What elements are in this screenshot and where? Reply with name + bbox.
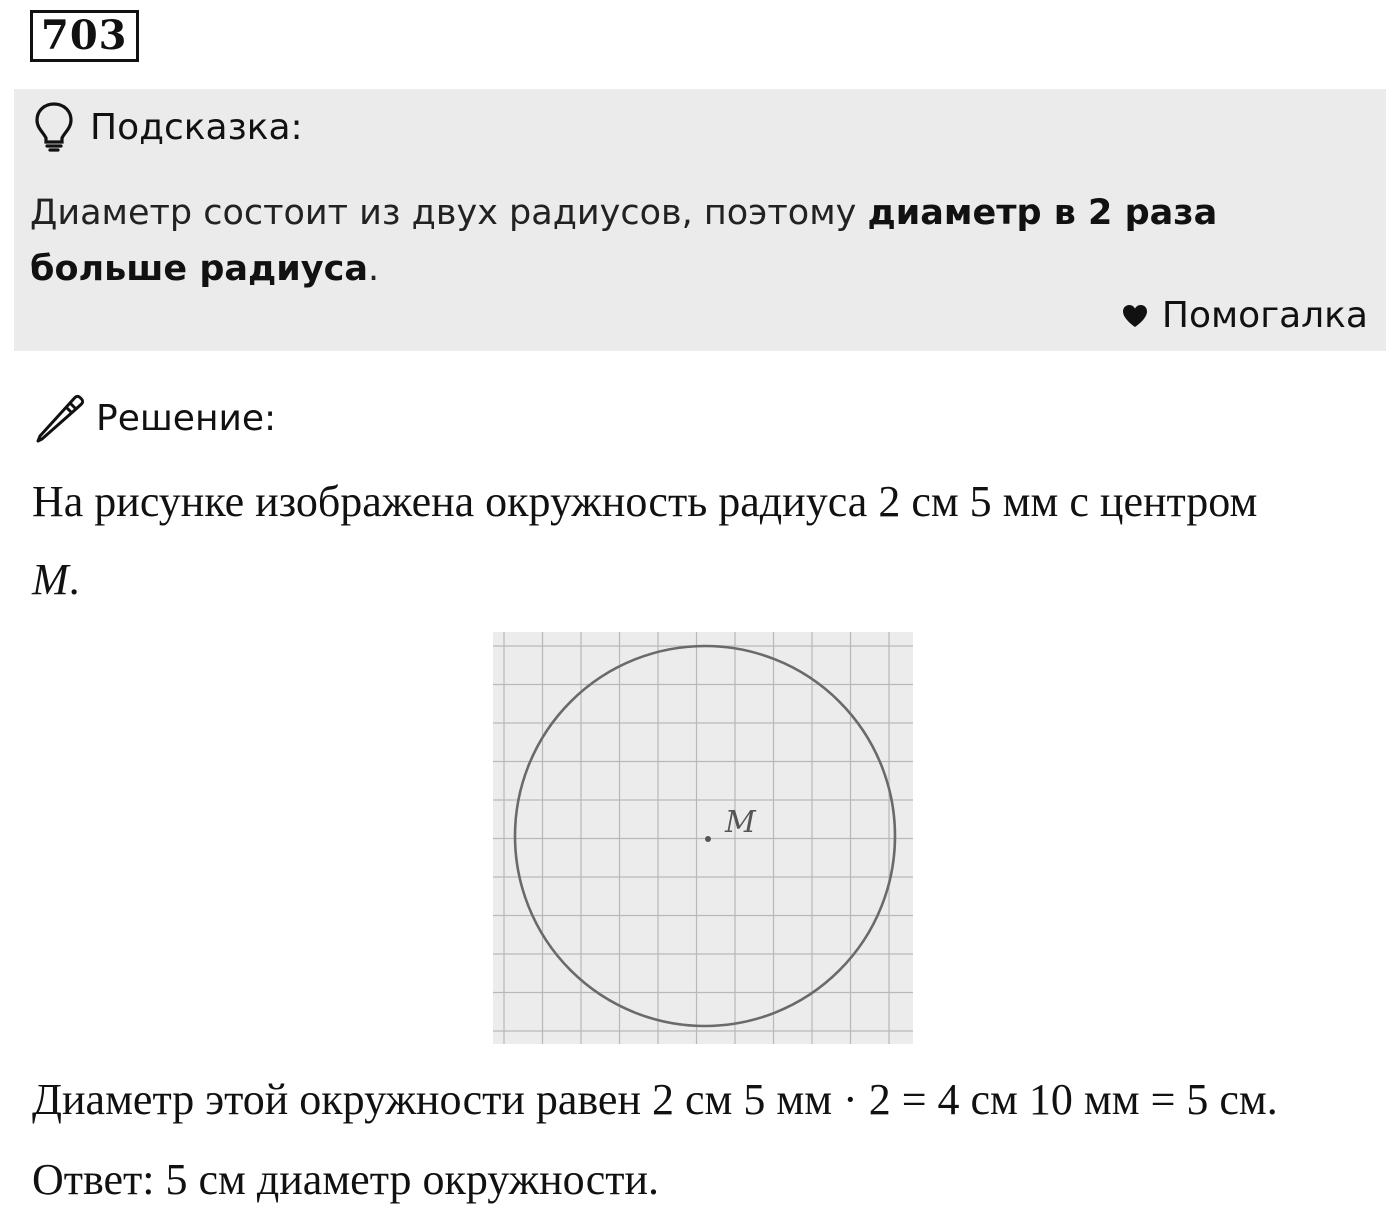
brand-name: Помогалка xyxy=(1161,295,1368,336)
hint-text-normal: Диаметр состоит из двух радиусов, поэтому xyxy=(30,193,868,233)
solution-line-2 xyxy=(32,552,80,608)
center-label: M xyxy=(725,805,756,840)
center-variable: M xyxy=(32,555,69,604)
heart-icon xyxy=(1122,304,1148,328)
solution-line-2-end: . xyxy=(68,555,80,604)
hint-header xyxy=(34,99,303,155)
hint-title: Подсказка: xyxy=(90,106,303,148)
solution-title: Решение: xyxy=(96,397,277,439)
hint-text-bold: диаметр в 2 раза больше радиуса xyxy=(30,193,1218,289)
hint-box xyxy=(14,89,1386,351)
answer-line: Ответ: 5 см диаметр окружности. xyxy=(32,1155,660,1204)
circle-figure xyxy=(493,632,913,1044)
solution-line-3: Диаметр этой окружности равен 2 см 5 мм · 2 = 4 см 10 мм = 5 см. xyxy=(32,1075,1278,1124)
hint-text xyxy=(30,185,1350,297)
lightbulb-icon xyxy=(34,101,74,153)
center-point xyxy=(705,836,711,842)
solution-line-1: На рисунке изображена окружность радиуса 2 см 5 мм с центром xyxy=(32,477,1258,526)
hint-text-end: . xyxy=(368,249,380,289)
task-number: 703 xyxy=(30,10,139,62)
solution-header xyxy=(34,388,276,448)
pencil-icon xyxy=(34,393,86,443)
brand xyxy=(1122,295,1368,336)
